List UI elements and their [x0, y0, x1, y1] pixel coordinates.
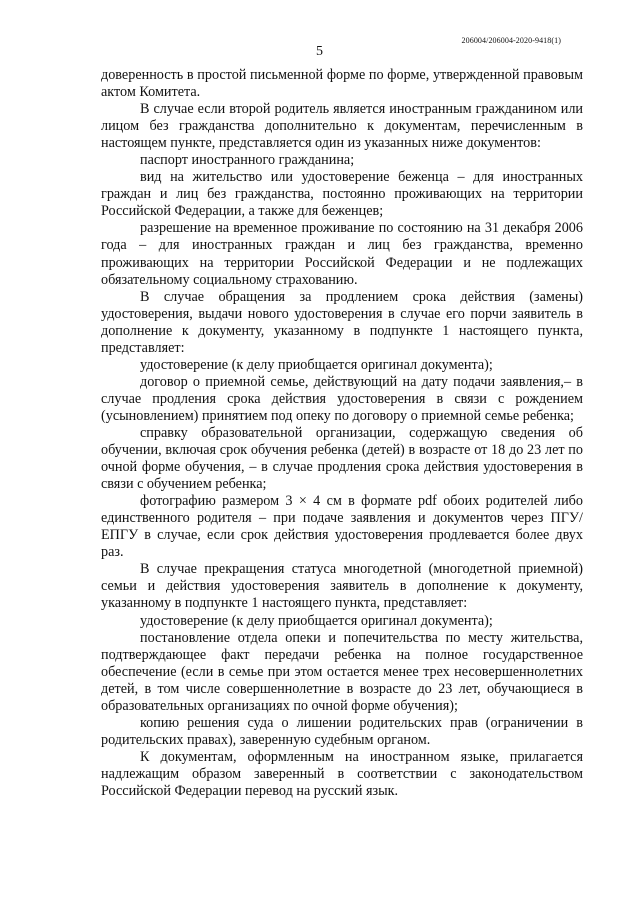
paragraph: вид на жительство или удостоверение беженца – для иностранных граждан и лиц без гражданства, постоянно проживающих на территории Российской Федерации, а также для беженцев;	[101, 169, 583, 220]
paragraph: В случае прекращения статуса многодетной (многодетной приемной) семьи и действия удостоверения заявитель в дополнение к документу, указанному в подпункте 1 настоящего пункта, представляет:	[101, 561, 583, 612]
document-id: 206004/206004-2020-9418(1)	[461, 36, 561, 45]
paragraph: В случае обращения за продлением срока действия (замены) удостоверения, выдачи нового удостоверения в случае его порчи заявитель в дополнение к документу, указанному в подпункте 1 настоящего пункта, представляет:	[101, 288, 583, 356]
paragraph: постановление отдела опеки и попечительства по месту жительства, подтверждающее факт передачи ребенка на полное государственное обеспечение (если в семье при этом остается менее трех несовершеннолетних детей, в том числе совершеннолетние в возрасте до 23 лет, обучающиеся в образовательных организациях по очной форме обучения);	[101, 629, 583, 714]
paragraph: доверенность в простой письменной форме по форме, утвержденной правовым актом Комитета.	[101, 67, 583, 101]
paragraph: копию решения суда о лишении родительских прав (ограничении в родительских правах), заверенную судебным органом.	[101, 714, 583, 748]
document-body	[101, 67, 583, 800]
paragraph: справку образовательной организации, содержащую сведения об обучении, включая срок обучения ребенка (детей) в возрасте от 18 до 23 лет по очной форме обучения, – в случае продления срока действия удостоверения в связи с обучением ребенка;	[101, 424, 583, 493]
paragraph: К документам, оформленным на иностранном языке, прилагается надлежащим образом заверенный в соответствии с законодательством Российской Федерации перевод на русский язык.	[101, 748, 583, 799]
paragraph: паспорт иностранного гражданина;	[140, 152, 355, 169]
paragraph: В случае если второй родитель является иностранным гражданином или лицом без гражданства дополнительно к документам, перечисленным в настоящем пункте, представляется один из указанных ниже документов:	[101, 101, 583, 152]
page-number: 5	[316, 44, 323, 59]
paragraph: удостоверение (к делу приобщается оригинал документа);	[140, 612, 493, 629]
paragraph: разрешение на временное проживание по состоянию на 31 декабря 2006 года – для иностранных граждан и лиц без гражданства, временно проживающих на территории Российской Федерации и не подлежащих обязательному социальному страхованию.	[101, 220, 583, 288]
paragraph: удостоверение (к делу приобщается оригинал документа);	[140, 356, 493, 373]
paragraph: договор о приемной семье, действующий на дату подачи заявления,– в случае продления срока действия удостоверения в связи с рождением (усыновлением) принятием под опеку по договору о приемной семье ребенка;	[101, 373, 583, 424]
paragraph: фотографию размером 3 × 4 см в формате pdf обоих родителей либо единственного родителя – при подаче заявления и документов через ПГУ/ЕПГУ в случае, если срок действия удостоверения продлевается более двух раз.	[101, 493, 583, 561]
